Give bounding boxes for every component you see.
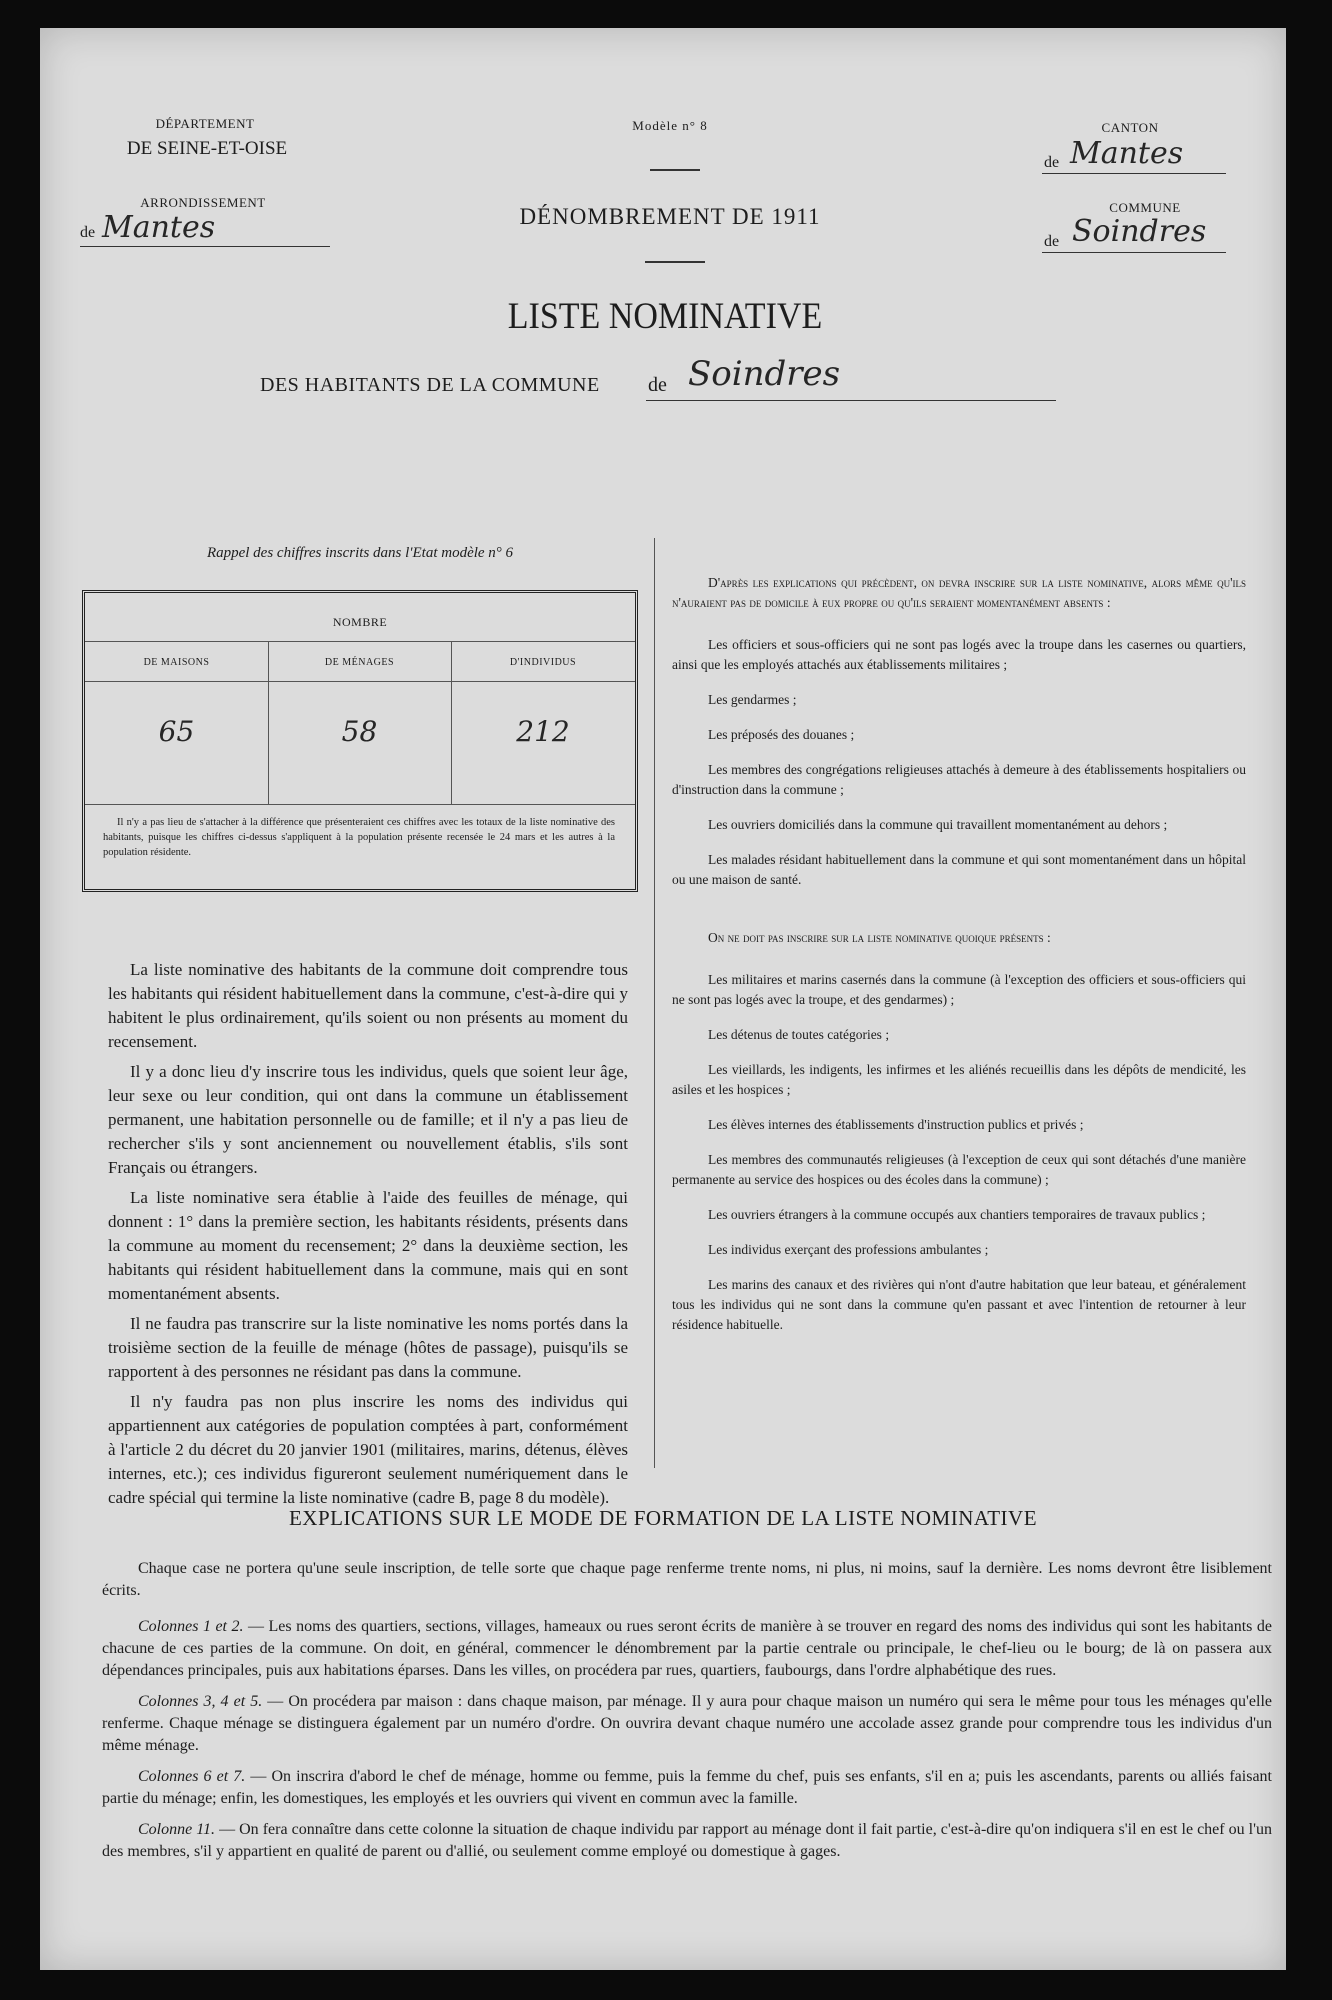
rappel-caption: Rappel des chiffres inscrits dans l'Etat modèle n° 6 — [206, 545, 514, 561]
explication-text-1: Les noms des quartiers, sections, villages, hameaux ou rues seront écrits de manière à se trouver en regard des noms des individus qui sont les habitants de chacune de ces parties de la commune. On doit, en général, commencer le dénombrement par la partie centrale ou principale, le chef-lieu ou le bourg; de là on passera aux dépendances principales, puis aux habitations éparses. Dans les villes, on procédera par rues, quartiers, faubourgs, dans l'ordre alphabétique des rues. — [102, 1618, 1272, 1679]
explication-label-3: Colonnes 6 et 7. — [138, 1768, 246, 1785]
commune-underline — [1042, 252, 1226, 253]
modele-rule — [650, 169, 700, 171]
rappel-note: Il n'y a pas lieu de s'attacher à la différence que présenteraient ces chiffres avec les totaux de la liste nominative des habitants, puisque les chiffres ci-dessus s'appliquent à la population présente recensée le 24 mars et les autres à la population résidente. — [103, 817, 615, 858]
val-maisons: 65 — [158, 715, 195, 748]
ne-pas-1: Les militaires et marins casernés dans la commune (à l'exception des officiers et sous-officiers qui ne sont pas logés avec la troupe, et des gendarmes) ; — [672, 972, 1246, 1007]
commune-label: COMMUNE — [1109, 200, 1181, 215]
header-rule — [85, 681, 635, 682]
left-para-5: Il n'y faudra pas non plus inscrire les noms des individus qui appartiennent aux catégories de population comptées à part, conformément à l'article 2 du décret du 20 janvier 1901 (militaires, marins, détenus, élèves internes, etc.); ces individus figureront seulement numériquement dans le cadre spécial qui termine la liste nominative (cadre B, page 8 du modèle). — [108, 1392, 628, 1507]
ne-pas-6: Les ouvriers étrangers à la commune occupés aux chantiers temporaires de travaux publics ; — [708, 1207, 1206, 1222]
canton-value: Mantes — [1070, 136, 1184, 171]
modele-number: Modèle n° 8 — [632, 118, 708, 133]
explication-col-3-5: Colonnes 3, 4 et 5. — On procédera par maison : dans chaque maison, par ménage. Il y aura pour chaque maison un numéro qui sera le même pour tous les ménages qu'elle renferme. Chaque ménage se distinguera également par un numéro d'ordre. On ouvrira devant chaque numéro une accolade assez grande pour comprendre tous les individus d'un même ménage. — [102, 1693, 1273, 1754]
departement-label: DÉPARTEMENT — [155, 116, 255, 131]
col-maisons-header: DE MAISONS — [143, 657, 210, 668]
explication-label-1: Colonnes 1 et 2. — [138, 1618, 244, 1635]
arrondissement-prefix: de — [80, 224, 96, 241]
val-menages: 58 — [341, 715, 378, 748]
liste-title: LISTE NOMINATIVE — [507, 296, 823, 337]
explication-col-11: Colonne 11. — On fera connaître dans cette colonne la situation de chaque individu par rapport au ménage dont il fait partie, c'est-à-dire qu'on indiquera s'il en est le chef ou l'un des membres, s'il y appartient en qualité de parent ou d'allié, ou seulement comme employé ou domestique à gages. — [102, 1821, 1273, 1860]
explication-text-3: On inscrira d'abord le chef de ménage, homme ou femme, puis la femme du chef, puis ses enfants, s'il en a; puis les ascendants, parents ou alliés faisant partie du ménage; enfin, les domestiques, les employés et les ouvriers qui vivent en commun avec la famille. — [102, 1768, 1272, 1807]
explication-col-1-2: Colonnes 1 et 2. — Les noms des quartiers, sections, villages, hameaux ou rues seront écrits de manière à se trouver en regard des noms des individus qui sont les habitants de chacune de ces parties de la commune. On doit, en général, commencer le dénombrement par la partie centrale ou principale, le chef-lieu ou le bourg; de là on passera aux dépendances principales, puis aux habitations éparses. Dans les villes, on procédera par rues, quartiers, faubourgs, dans l'ordre alphabétique des rues. — [102, 1618, 1272, 1679]
ne-pas-8: Les marins des canaux et des rivières qui n'ont d'autre habitation que leur bateau, et généralement tous les individus qui ne sont dans la commune qu'en passant et avec l'intention de retourner à leur résidence habituelle. — [672, 1277, 1246, 1332]
inscrire-6: Les malades résidant habituellement dans la commune et qui sont momentanément dans un hôpital ou une maison de santé. — [672, 852, 1246, 887]
ne-pas-5: Les membres des communautés religieuses (à l'exception de ceux qui sont détachés d'une manière permanente au service des hospices ou des écoles dans la commune) ; — [672, 1152, 1246, 1187]
canton-label: CANTON — [1101, 120, 1159, 135]
departement-name: DE SEINE-ET-OISE — [126, 138, 288, 159]
liste-subtitle: DES HABITANTS DE LA COMMUNE — [260, 374, 600, 396]
denombrement-title: DÉNOMBREMENT DE 1911 — [519, 204, 821, 229]
left-para-2: Il y a donc lieu d'y inscrire tous les individus, quels que soient leur âge, leur sexe ou leur condition, qui ont dans la commune un établissement permanent, une habitation personnelle ou de famille; et il n'y a pas lieu de rechercher s'ils y sont anciennement ou nouvellement établis, s'ils sont Français ou étrangers. — [108, 1062, 628, 1177]
right-column — [672, 573, 1246, 1350]
left-para-1: La liste nominative des habitants de la commune doit comprendre tous les habitants qui résident habituellement dans la commune, c'est-à-dire qui y habitent le plus ordinairement, qu'ils soient ou non présents au moment du recensement. — [108, 960, 628, 1051]
rappel-box — [82, 590, 638, 892]
inscrire-1: Les officiers et sous-officiers qui ne sont pas logés avec la troupe dans les casernes ou quartiers, ainsi que les employés attachés aux établissements militaires ; — [672, 637, 1246, 672]
values-rule — [85, 804, 635, 805]
left-column — [108, 958, 628, 1516]
explications-body — [102, 1558, 1272, 1872]
col-menages-header: DE MÉNAGES — [324, 657, 395, 668]
liste-prefix: de — [648, 374, 667, 396]
canton-prefix: de — [1044, 154, 1060, 171]
arrondissement-underline — [80, 246, 330, 247]
right-intro: D'après les explications qui précèdent, on devra inscrire sur la liste nominative, alors même qu'ils n'auraient pas de domicile à eux propre ou qu'ils seraient momentanément absents : — [672, 575, 1246, 610]
ne-pas-7: Les individus exerçant des professions ambulantes ; — [708, 1242, 989, 1257]
explications-intro: Chaque case ne portera qu'une seule inscription, de telle sorte que chaque page renferme trente noms, ni plus, ni moins, sauf la dernière. Les noms devront être lisiblement écrits. — [102, 1560, 1272, 1599]
arrondissement-value: Mantes — [102, 210, 216, 245]
inscrire-2: Les gendarmes ; — [708, 692, 797, 707]
left-para-4: Il ne faudra pas transcrire sur la liste nominative les noms portés dans la troisième section de la feuille de ménage (hôtes de passage), puisqu'ils se rapportent à des personnes ne résidant pas dans la commune. — [108, 1314, 628, 1381]
commune-value: Soindres — [1072, 214, 1207, 249]
explication-label-4: Colonne 11. — [138, 1821, 216, 1838]
commune-prefix: de — [1044, 233, 1060, 250]
ne-pas-inscrire-heading: On ne doit pas inscrire sur la liste nominative quoique présents : — [708, 930, 1051, 945]
col-individus-header: D'INDIVIDUS — [509, 657, 577, 668]
ne-pas-3: Les vieillards, les indigents, les infirmes et les aliénés recueillis dans les dépôts de mendicité, les asiles et les hospices ; — [672, 1062, 1246, 1097]
canton-underline — [1042, 173, 1226, 174]
explication-text-2: On procédera par maison : dans chaque maison, par ménage. Il y aura pour chaque maison un numéro qui sera le même pour tous les ménages qu'elle renferme. Chaque ménage se distinguera également par un numéro d'ordre. On ouvrira devant chaque numéro une accolade assez grande pour comprendre tous les individus d'un même ménage. — [102, 1693, 1273, 1754]
explication-col-6-7: Colonnes 6 et 7. — On inscrira d'abord le chef de ménage, homme ou femme, puis la femme du chef, puis ses enfants, s'il en a; puis les ascendants, parents ou alliés faisant partie du ménage; enfin, les domestiques, les employés et les ouvriers qui vivent en commun avec la famille. — [102, 1768, 1272, 1807]
explications-title: EXPLICATIONS SUR LE MODE DE FORMATION DE LA LISTE NOMINATIVE — [288, 1506, 1038, 1530]
ne-pas-2: Les détenus de toutes catégories ; — [708, 1027, 890, 1042]
column-divider — [654, 538, 655, 1468]
nombre-rule — [85, 641, 635, 642]
inscrire-3: Les préposés des douanes ; — [708, 727, 855, 742]
arrondissement-label: ARRONDISSEMENT — [140, 195, 266, 210]
liste-commune-value: Soindres — [688, 354, 841, 394]
explication-text-4: On fera connaître dans cette colonne la situation de chaque individu par rapport au ménage dont il fait partie, c'est-à-dire qu'on indiquera s'il en est le chef ou l'un des membres, s'il y appartient en qualité de parent ou d'allié, ou seulement comme employé ou domestique à gages. — [102, 1821, 1273, 1860]
explication-label-2: Colonnes 3, 4 et 5. — [138, 1693, 263, 1710]
ne-pas-4: Les élèves internes des établissements d'instruction publics et privés ; — [708, 1117, 1084, 1132]
census-sheet — [40, 28, 1286, 1970]
left-para-3: La liste nominative sera établie à l'aide des feuilles de ménage, qui donnent : 1° dans la première section, les habitants résidents, présents dans la commune au moment du recensement; 2° dans la deuxième section, les habitants qui résident habituellement dans la commune, mais qui en sont momentanément absents. — [108, 1188, 628, 1303]
liste-underline — [646, 400, 1056, 401]
val-individus: 212 — [516, 715, 570, 748]
title-ornament — [645, 261, 705, 263]
nombre-label: NOMBRE — [332, 615, 388, 629]
inscrire-4: Les membres des congrégations religieuses attachés à demeure à des établissements hospitaliers ou d'instruction dans la commune ; — [672, 762, 1246, 797]
inscrire-5: Les ouvriers domiciliés dans la commune qui travaillent momentanément au dehors ; — [708, 817, 1168, 832]
